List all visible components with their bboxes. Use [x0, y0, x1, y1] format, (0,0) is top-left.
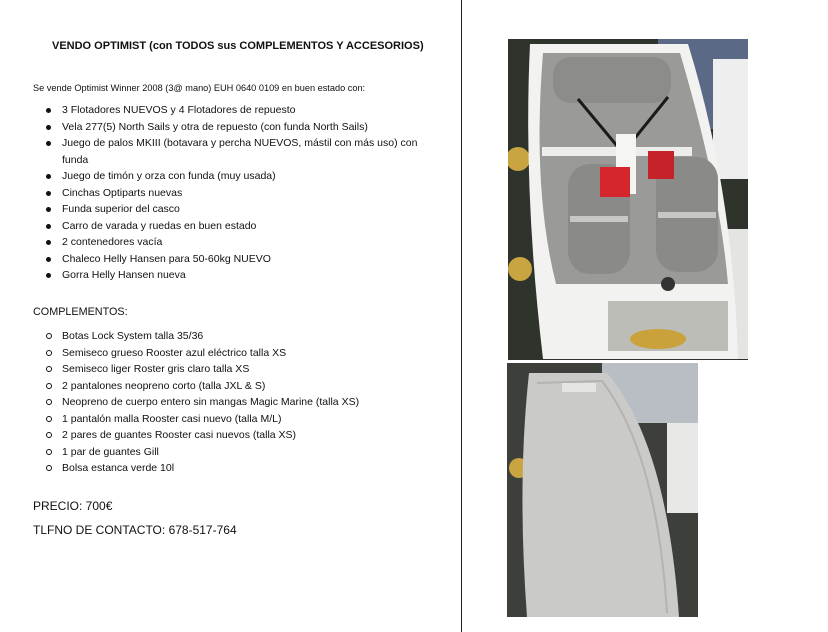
list-item: 3 Flotadores NUEVOS y 4 Flotadores de repuesto — [44, 102, 444, 119]
complement-item: Neopreno de cuerpo entero sin mangas Magic Marine (talla XS) — [44, 394, 444, 411]
complements-heading: COMPLEMENTOS: — [33, 306, 128, 318]
list-item: Cinchas Optiparts nuevas — [44, 185, 444, 202]
list-item: 2 contenedores vacía — [44, 234, 444, 251]
boat-cover-photo — [507, 363, 698, 617]
complement-item: 2 pantalones neopreno corto (talla JXL & S) — [44, 378, 444, 395]
complement-item: 2 pares de guantes Rooster casi nuevos (talla XS) — [44, 427, 444, 444]
price: PRECIO: 700€ — [33, 499, 113, 513]
complement-item: Semiseco grueso Rooster azul eléctrico talla XS — [44, 345, 444, 362]
list-item: Gorra Helly Hansen nueva — [44, 267, 444, 284]
list-item: Vela 277(5) North Sails y otra de repuesto (con funda North Sails) — [44, 119, 444, 136]
items-list — [44, 102, 444, 284]
page-divider — [461, 0, 462, 632]
complement-item: Botas Lock System talla 35/36 — [44, 328, 444, 345]
boat-interior-photo — [508, 39, 748, 360]
list-item: Juego de timón y orza con funda (muy usada) — [44, 168, 444, 185]
list-item: Carro de varada y ruedas en buen estado — [44, 218, 444, 235]
list-item: Funda superior del casco — [44, 201, 444, 218]
intro-text: Se vende Optimist Winner 2008 (3@ mano) EUH 0640 0109 en buen estado con: — [33, 83, 366, 93]
complement-item: Bolsa estanca verde 10l — [44, 460, 444, 477]
contact-phone: TLFNO DE CONTACTO: 678-517-764 — [33, 523, 237, 537]
complement-item: 1 pantalón malla Rooster casi nuevo (talla M/L) — [44, 411, 444, 428]
complements-list — [44, 328, 444, 477]
complement-item: 1 par de guantes Gill — [44, 444, 444, 461]
list-item: Chaleco Helly Hansen para 50-60kg NUEVO — [44, 251, 444, 268]
complement-item: Semiseco liger Roster gris claro talla XS — [44, 361, 444, 378]
page-title: VENDO OPTIMIST (con TODOS sus COMPLEMENTOS Y ACCESORIOS) — [52, 40, 424, 52]
list-item: Juego de palos MKIII (botavara y percha NUEVOS, mástil con más uso) con funda — [44, 135, 444, 168]
